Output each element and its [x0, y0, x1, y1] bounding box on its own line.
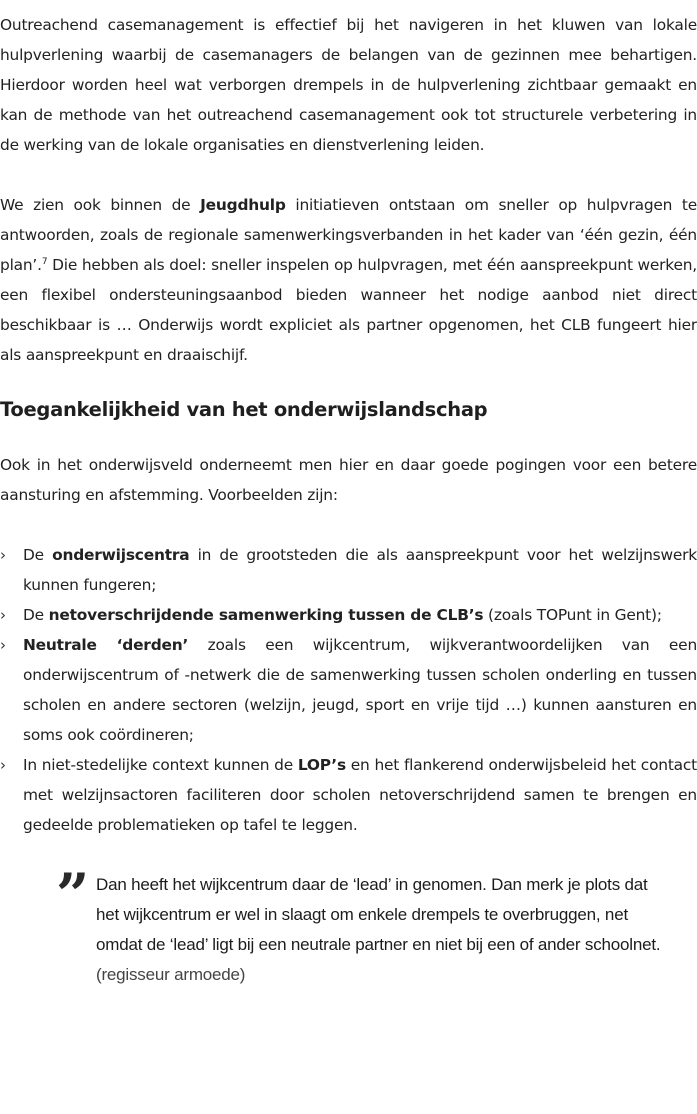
- paragraph-text-middle: initiatieven ontstaan om sneller op hulpvragen te antwoorden, zoals de regionale samenwerkingsverbanden in het kader van ‘één gezin, één plan’.: [0, 196, 697, 274]
- list-item-text-start: De: [23, 606, 49, 624]
- paragraph-jeugdhulp: [0, 190, 697, 370]
- bullet-chevron-icon: ›: [0, 546, 6, 564]
- paragraph-outreachend-casemanagement: [0, 10, 697, 160]
- examples-list: [0, 540, 697, 840]
- paragraph-text-end: Die hebben als doel: sneller inspelen op hulpvragen, met één aanspreekpunt werken, een flexibel ondersteuningsaanbod bieden wanneer het nodige aanbod niet direct beschikbaar is … Onderwijs wordt expliciet als partner opgenomen, het CLB fungeert hier als aanspreekpunt en draaischijf.: [0, 256, 697, 364]
- list-item-text-end: (zoals TOPunt in Gent);: [483, 606, 662, 624]
- quote-paragraph: [96, 870, 673, 990]
- paragraph-text: Outreachend casemanagement is effectief bij het navigeren in het kluwen van lokale hulpverlening waarbij de casemanagers de belangen van de gezinnen mee behartigen. Hierdoor worden heel wat verborgen drempels in de hulpverlening zichtbaar gemaakt en kan de methode van het outreachend casemanagement ook tot structurele verbetering in de werking van de lokale organisaties en dienstverlening leiden.: [0, 16, 697, 154]
- section-heading: Toegankelijkheid van het onderwijslandschap: [0, 398, 488, 421]
- paragraph-text-start: We zien ook binnen de: [0, 196, 201, 214]
- quote-mark-icon: ”: [56, 861, 84, 929]
- bullet-chevron-icon: ›: [0, 606, 6, 624]
- list-item: [0, 540, 697, 600]
- list-item: [0, 630, 697, 750]
- intro-paragraph: [0, 450, 697, 510]
- list-item: [0, 750, 697, 840]
- intro-text: Ook in het onderwijsveld onderneemt men hier en daar goede pogingen voor een betere aansturing en afstemming. Voorbeelden zijn:: [0, 456, 697, 504]
- list-item: [0, 600, 697, 630]
- list-item-text-start: In niet-stedelijke context kunnen de: [23, 756, 298, 774]
- pull-quote: [0, 861, 697, 990]
- footnote-reference[interactable]: 7: [41, 256, 48, 267]
- list-item-text-end: en het flankerend onderwijsbeleid het contact met welzijnsactoren faciliteren door scholen netoverschrijdend samen te brengen en gedeelde problematieken op tafel te leggen.: [23, 756, 697, 834]
- quote-source: (regisseur armoede): [96, 965, 246, 984]
- list-item-bold-term: LOP’s: [297, 756, 346, 774]
- quote-text: Dan heeft het wijkcentrum daar de ‘lead’ in genomen. Dan merk je plots dat het wijkcentrum er wel in slaagt om enkele drempels te overbruggen, net omdat de ‘lead’ ligt bij een neutrale partner en niet bij een of ander schoolnet.: [96, 875, 661, 954]
- bullet-chevron-icon: ›: [0, 756, 6, 774]
- document-page: [0, 10, 697, 990]
- list-item-text-end: in de grootsteden die als aanspreekpunt voor het welzijnswerk kunnen fungeren;: [23, 546, 697, 594]
- list-item-bold-term: onderwijscentra: [52, 546, 190, 564]
- list-item-text-end: zoals een wijkcentrum, wijkverantwoordelijken van een onderwijscentrum of -netwerk die de samenwerking tussen scholen onderling en tussen scholen en andere sectoren (welzijn, jeugd, sport en vrije tijd …) kunnen aansturen en soms ook coördineren;: [23, 636, 697, 744]
- list-item-bold-term: netoverschrijdende samenwerking tussen de CLB’s: [48, 606, 484, 624]
- list-item-bold-term: Neutrale ‘derden’: [23, 636, 189, 654]
- list-item-text-start: De: [23, 546, 53, 564]
- bold-term-jeugdhulp: Jeugdhulp: [200, 196, 286, 214]
- bullet-chevron-icon: ›: [0, 636, 6, 654]
